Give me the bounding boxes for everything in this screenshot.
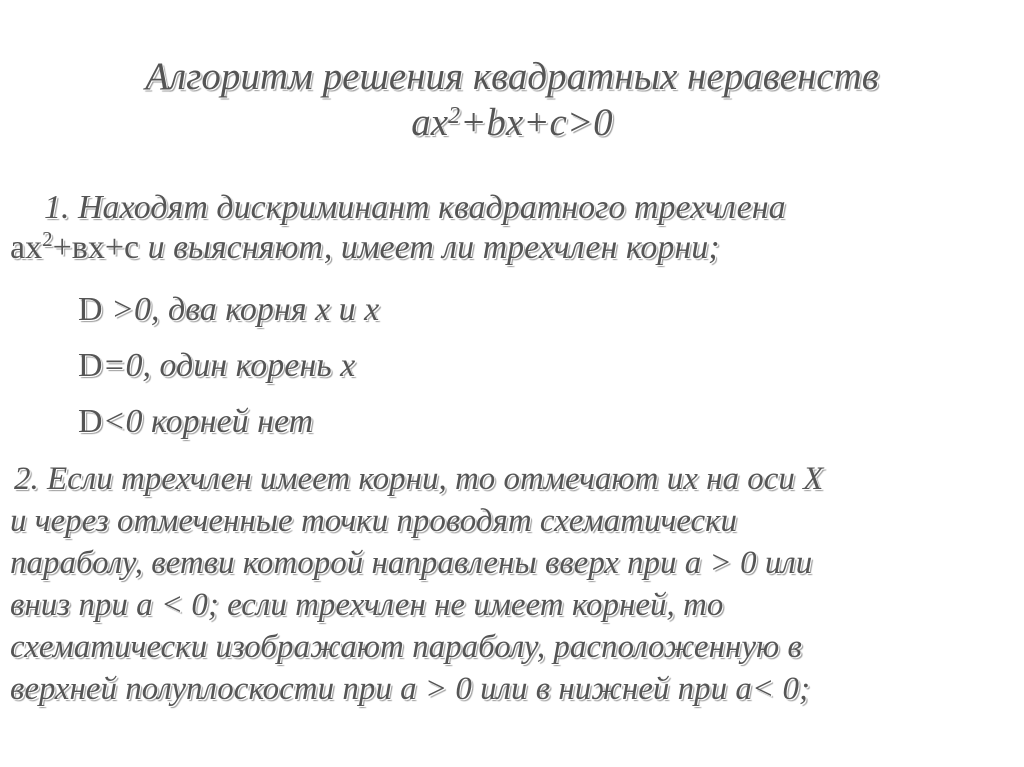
case-positive-text: >0, два корня х и х xyxy=(102,291,380,328)
case-zero-d: D xyxy=(78,347,103,384)
title-inequality-exponent: 2 xyxy=(448,103,461,129)
case-positive-d: D xyxy=(78,291,103,328)
step2-line6: верхней полуплоскости при а > 0 или в нижней при а< 0; xyxy=(10,671,810,707)
step2-line3: параболу, ветви которой направлены вверх при а > 0 или xyxy=(10,545,813,581)
case-negative-text: <0 корней нет xyxy=(102,403,314,440)
case-negative-d: D xyxy=(78,403,103,440)
step2-line5: схематически изображают параболу, расположенную в xyxy=(10,629,802,665)
trinomial-exponent: 2 xyxy=(42,227,53,251)
title-inequality-rest: +bx+c>0 xyxy=(460,101,613,144)
title-inequality xyxy=(0,100,1024,146)
step2-line4: вниз при а < 0; если трехчлен не имеет корней, то xyxy=(10,587,724,623)
case-positive xyxy=(78,290,379,330)
step1-line2 xyxy=(10,228,720,268)
step1-line1: 1. Находят дискриминант квадратного трехчлена xyxy=(44,189,786,226)
case-zero xyxy=(78,346,355,386)
title-inequality-base: ax xyxy=(411,101,449,144)
step1-line2-text: и выясняют, имеет ли трехчлен корни; xyxy=(139,229,720,266)
trinomial-rest: +вх+с xyxy=(52,229,140,266)
step2-line1: 2. Если трехчлен имеет корни, то отмечают их на оси Х xyxy=(14,461,824,497)
slide-title xyxy=(0,54,1024,100)
trinomial-base: ax xyxy=(10,229,43,266)
case-zero-text: =0, один корень х xyxy=(102,347,356,384)
case-negative xyxy=(78,402,313,442)
step2-line2: и через отмеченные точки проводят схематически xyxy=(10,503,738,539)
title-text: Алгоритм решения квадратных неравенств xyxy=(145,55,879,98)
